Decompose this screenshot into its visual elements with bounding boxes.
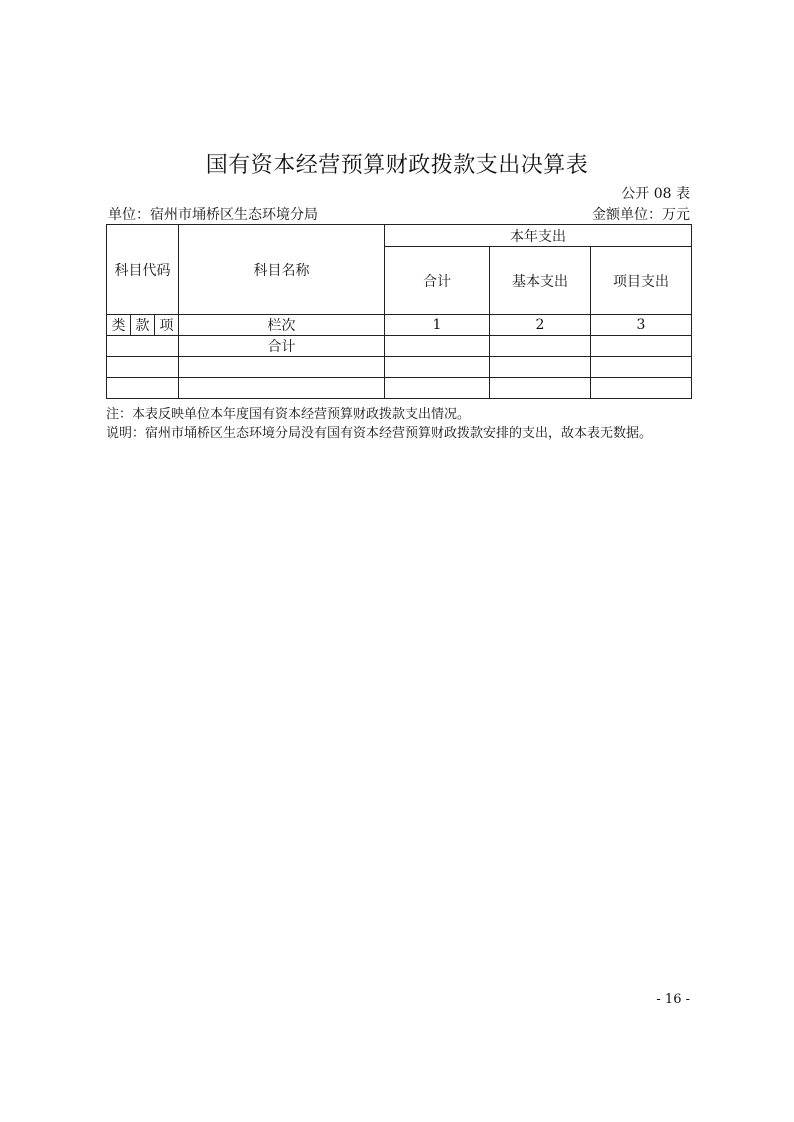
- project-column-header: 项目支出: [591, 247, 692, 315]
- column-index-2: 2: [490, 315, 591, 336]
- row-basic: [490, 357, 591, 378]
- table-row: [107, 378, 692, 399]
- total-column-header: 合计: [385, 247, 490, 315]
- row-basic: [490, 336, 591, 357]
- subject-name-header: 科目名称: [179, 225, 385, 315]
- basic-column-header: 基本支出: [490, 247, 591, 315]
- row-total: [385, 378, 490, 399]
- row-project: [591, 357, 692, 378]
- unit-label: 单位：宿州市埇桥区生态环境分局: [108, 207, 318, 223]
- money-unit-label: 金额单位：万元: [592, 207, 690, 223]
- table-explanation: 说明：宿州市埇桥区生态环境分局没有国有资本经营预算财政拨款安排的支出，故本表无数据。: [106, 426, 653, 441]
- column-index-3: 3: [591, 315, 692, 336]
- row-subject-code: [107, 336, 179, 357]
- xiang-label: 项: [155, 315, 179, 336]
- header-row-1: [107, 225, 692, 247]
- index-row: [107, 315, 692, 336]
- row-project: [591, 336, 692, 357]
- row-total: [385, 336, 490, 357]
- expenditure-table: [106, 224, 692, 399]
- row-project: [591, 378, 692, 399]
- row-subject-name: [179, 357, 385, 378]
- form-code: 公开 08 表: [621, 186, 690, 202]
- current-year-expenditure-header: 本年支出: [385, 225, 692, 247]
- table-note: 注：本表反映单位本年度国有资本经营预算财政拨款支出情况。: [106, 407, 471, 422]
- row-subject-name: 合计: [179, 336, 385, 357]
- row-total: [385, 357, 490, 378]
- page-number: - 16 -: [656, 992, 690, 1007]
- subject-code-header: 科目代码: [107, 225, 179, 315]
- row-subject-code: [107, 357, 179, 378]
- column-index-label: 栏次: [179, 315, 385, 336]
- page-title: 国有资本经营预算财政拨款支出决算表: [205, 153, 589, 178]
- row-subject-code: [107, 378, 179, 399]
- table-row: [107, 357, 692, 378]
- lei-label: 类: [107, 315, 131, 336]
- row-subject-name: [179, 378, 385, 399]
- table-row: [107, 336, 692, 357]
- column-index-1: 1: [385, 315, 490, 336]
- kuan-label: 款: [131, 315, 155, 336]
- row-basic: [490, 378, 591, 399]
